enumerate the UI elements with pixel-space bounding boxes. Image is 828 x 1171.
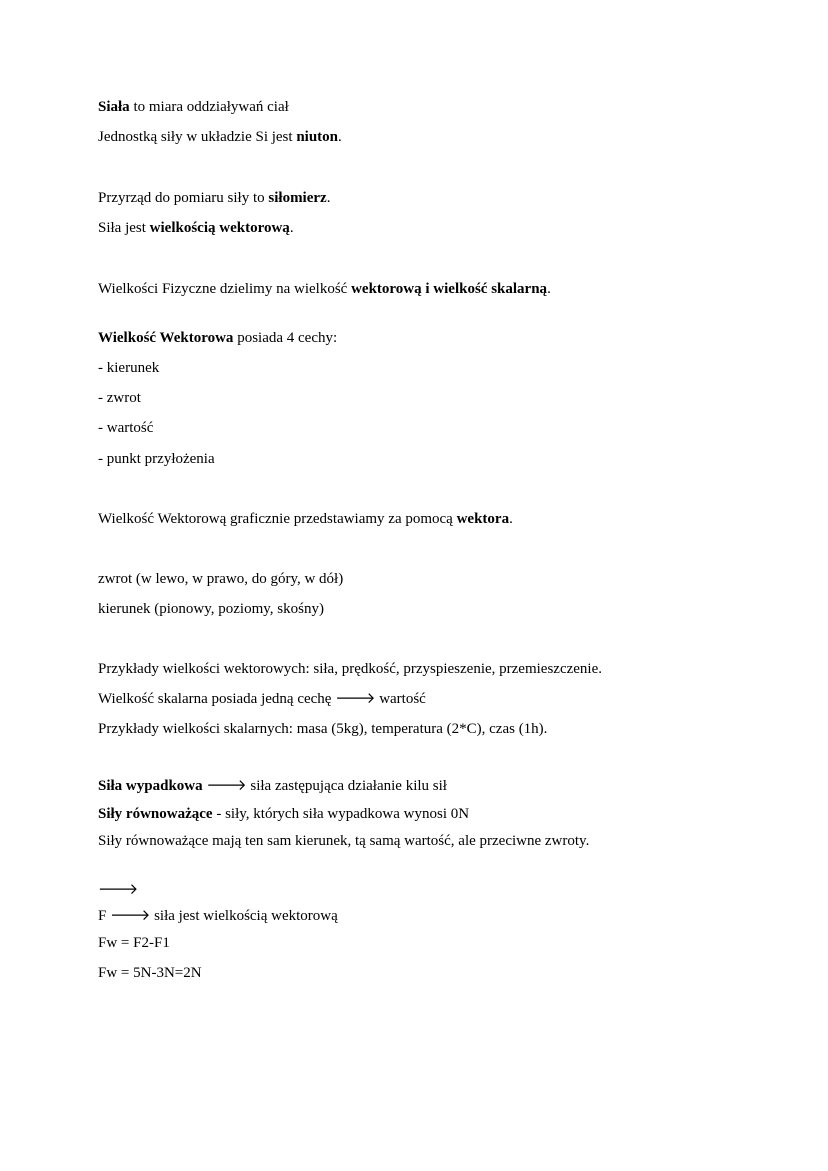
paragraph-vector-graphic: Wielkość Wektorową graficznie przedstawiamy za pomocą wektora.	[98, 511, 513, 527]
arrow-right-icon: 🡒	[98, 882, 139, 898]
paragraph-direction-line: kierunek (pionowy, poziomy, skośny)	[98, 601, 324, 617]
paragraph-force-unit: Jednostką siły w układzie Si jest niuton.	[98, 129, 342, 145]
paragraph-force-definition: Siała to miara oddziaływań ciał	[98, 99, 289, 115]
formula-resultant-example: Fw = 5N-3N=2N	[98, 965, 202, 981]
bold-term: wektora	[456, 511, 510, 527]
bold-term: niuton	[296, 129, 339, 145]
paragraph-quantity-types: Wielkości Fizyczne dzielimy na wielkość wektorową i wielkość skalarną.	[98, 281, 551, 297]
bold-term: Siała	[98, 99, 130, 115]
bold-term: wielkością wektorową	[149, 220, 290, 236]
list-item: - zwrot	[98, 390, 141, 406]
paragraph-vector-features: Wielkość Wektorowa posiada 4 cechy:	[98, 330, 338, 346]
list-item: - wartość	[98, 420, 154, 436]
bold-term: Wielkość Wektorowa	[98, 330, 234, 346]
arrow-right-icon: 🡒	[202, 778, 247, 794]
bold-term: Siły równoważące	[98, 806, 213, 822]
bold-term: Siła wypadkowa	[98, 778, 203, 794]
paragraph-balancing-forces: Siły równoważące - siły, których siła wypadkowa wynosi 0N	[98, 806, 470, 822]
list-item: - kierunek	[98, 360, 160, 376]
paragraph-direction-sense: zwrot (w lewo, w prawo, do góry, w dół)	[98, 571, 344, 587]
paragraph-scalar-examples: Przykłady wielkości skalarnych: masa (5kg), temperatura (2*C), czas (1h).	[98, 721, 548, 737]
paragraph-scalar-feature: Wielkość skalarna posiada jedną cechę 🡒 wartość	[98, 691, 426, 707]
paragraph-resultant-force: Siła wypadkowa 🡒 siła zastępująca działanie kilu sił	[98, 778, 447, 794]
paragraph-measuring-device: Przyrząd do pomiaru siły to siłomierz.	[98, 190, 331, 206]
paragraph-force-vector: F 🡒 siła jest wielkością wektorową	[98, 908, 338, 924]
bold-term: wektorową i wielkość skalarną	[351, 281, 548, 297]
paragraph-vector-examples: Przykłady wielkości wektorowych: siła, prędkość, przyspieszenie, przemieszczenie.	[98, 661, 602, 677]
paragraph-vector-quantity: Siła jest wielkością wektorową.	[98, 220, 294, 236]
paragraph-balancing-properties: Siły równoważące mają ten sam kierunek, tą samą wartość, ale przeciwne zwroty.	[98, 833, 590, 849]
arrow-right-icon: 🡒	[110, 908, 151, 924]
list-item: - punkt przyłożenia	[98, 451, 215, 467]
formula-resultant: Fw = F2-F1	[98, 935, 170, 951]
bold-term: siłomierz	[268, 190, 327, 206]
arrow-right-icon: 🡒	[335, 691, 376, 707]
